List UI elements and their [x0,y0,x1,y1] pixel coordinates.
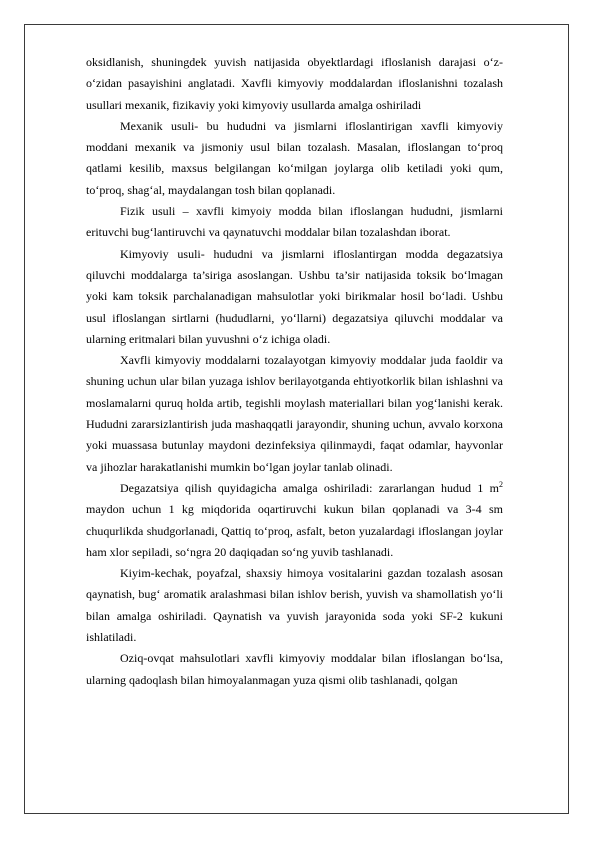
degazatsiya-text-start: Degazatsiya qilish quyidagicha amalga oshiriladi: zararlangan hudud 1 m [120,480,499,495]
degazatsiya-text-end: maydon uchun 1 kg miqdorida oqartiruvchi kukun bilan qoplanadi va 3-4 sm chuqurlikda shudgorlanadi, Qattiq to‘proq, asfalt, beton yuzalardagi ifloslangan joylar ham xlor sepiladi, so‘ngra 20 daqiqadan so‘ng yuvib tashlanadi. [86,502,503,559]
paragraph-oziq-ovqat: Oziq-ovqat mahsulotlari xavfli kimyoviy moddalar bilan ifloslangan bo‘lsa, ularning qadoqlash bilan himoyalanmagan yuza qismi olib tashlanadi, qolgan [86,651,503,687]
paragraph-mexanik-usuli: Mexanik usuli- bu hududni va jismlarni ifloslantirigan xavfli kimyoviy moddani mexanik va jismoniy usul bilan tozalash. Masalan, ifloslangan to‘proq qatlami kesilib, maxsus belgilangan ko‘milgan joylarga olib ketiladi yoki qum, to‘proq, shag‘al, maydalangan tosh bilan qoplanadi. [86,118,503,197]
paragraph-degazatsiya [86,478,503,563]
paragraph-fizik-usuli: Fizik usuli – xavfli kimyoiy modda bilan ifloslangan hududni, jismlarni erituvchi bug‘lantiruvchi va qaynatuvchi moddalar bilan tozalashdan iborat. [86,204,503,240]
square-meter-superscript: 2 [499,479,503,489]
document-body [86,52,503,691]
paragraph-kimyoviy-usuli: Kimyoviy usuli- hududni va jismlarni ifloslantirgan modda degazatsiya qiluvchi moddalarga ta’siriga asoslangan. Ushbu ta’sir natijasida toksik bo‘lmagan yoki kam toksik parchalanadigan mahsulotlar yoki birikmalar hosil bo‘ladi. Ushbu usul ifloslangan sirtlarni (hududlarni, yo‘llarni) degazatsiya qiluvchi moddalar va ularning eritmalari bilan yuvushni o‘z ichiga oladi. [86,246,503,346]
paragraph-continuation: oksidlanish, shuningdek yuvish natijasida obyektlardagi ifloslanish darajasi o‘z-o‘zidan pasayishini anglatadi. Xavfli kimyoviy moddalardan ifloslanishni tozalash usullari mexanik, fizikaviy yoki kimyoviy usullarda amalga oshiriladi [86,55,503,112]
paragraph-tozalash-ehtiyotkorlik: Xavfli kimyoviy moddalarni tozalayotgan kimyoviy moddalar juda faoldir va shuning uchun ular bilan yuzaga ishlov berilayotganda ehtiyotkorlik bilan ishlashni va moslamalarni quruq holda artib, tegishli moylash materiallari bilan yog‘lanishi kerak. Hududni zararsizlantirish juda mashaqqatli jarayondir, shuning uchun, avvalo korxona yoki muassasa butunlay maydoni dezinfeksiya qilinmaydi, faqat odamlar, hayvonlar va jihozlar harakatlanishi mumkin bo‘lgan joylar tanlab olinadi. [86,353,503,474]
paragraph-kiyim-kechak: Kiyim-kechak, poyafzal, shaxsiy himoya vositalarini gazdan tozalash asosan qaynatish, bug‘ aromatik aralashmasi bilan ishlov berish, yuvish va shamollatish yo‘li bilan amalga oshiriladi. Qaynatish va yuvish jarayonida soda yoki SF-2 kukuni ishlatiladi. [86,566,503,645]
